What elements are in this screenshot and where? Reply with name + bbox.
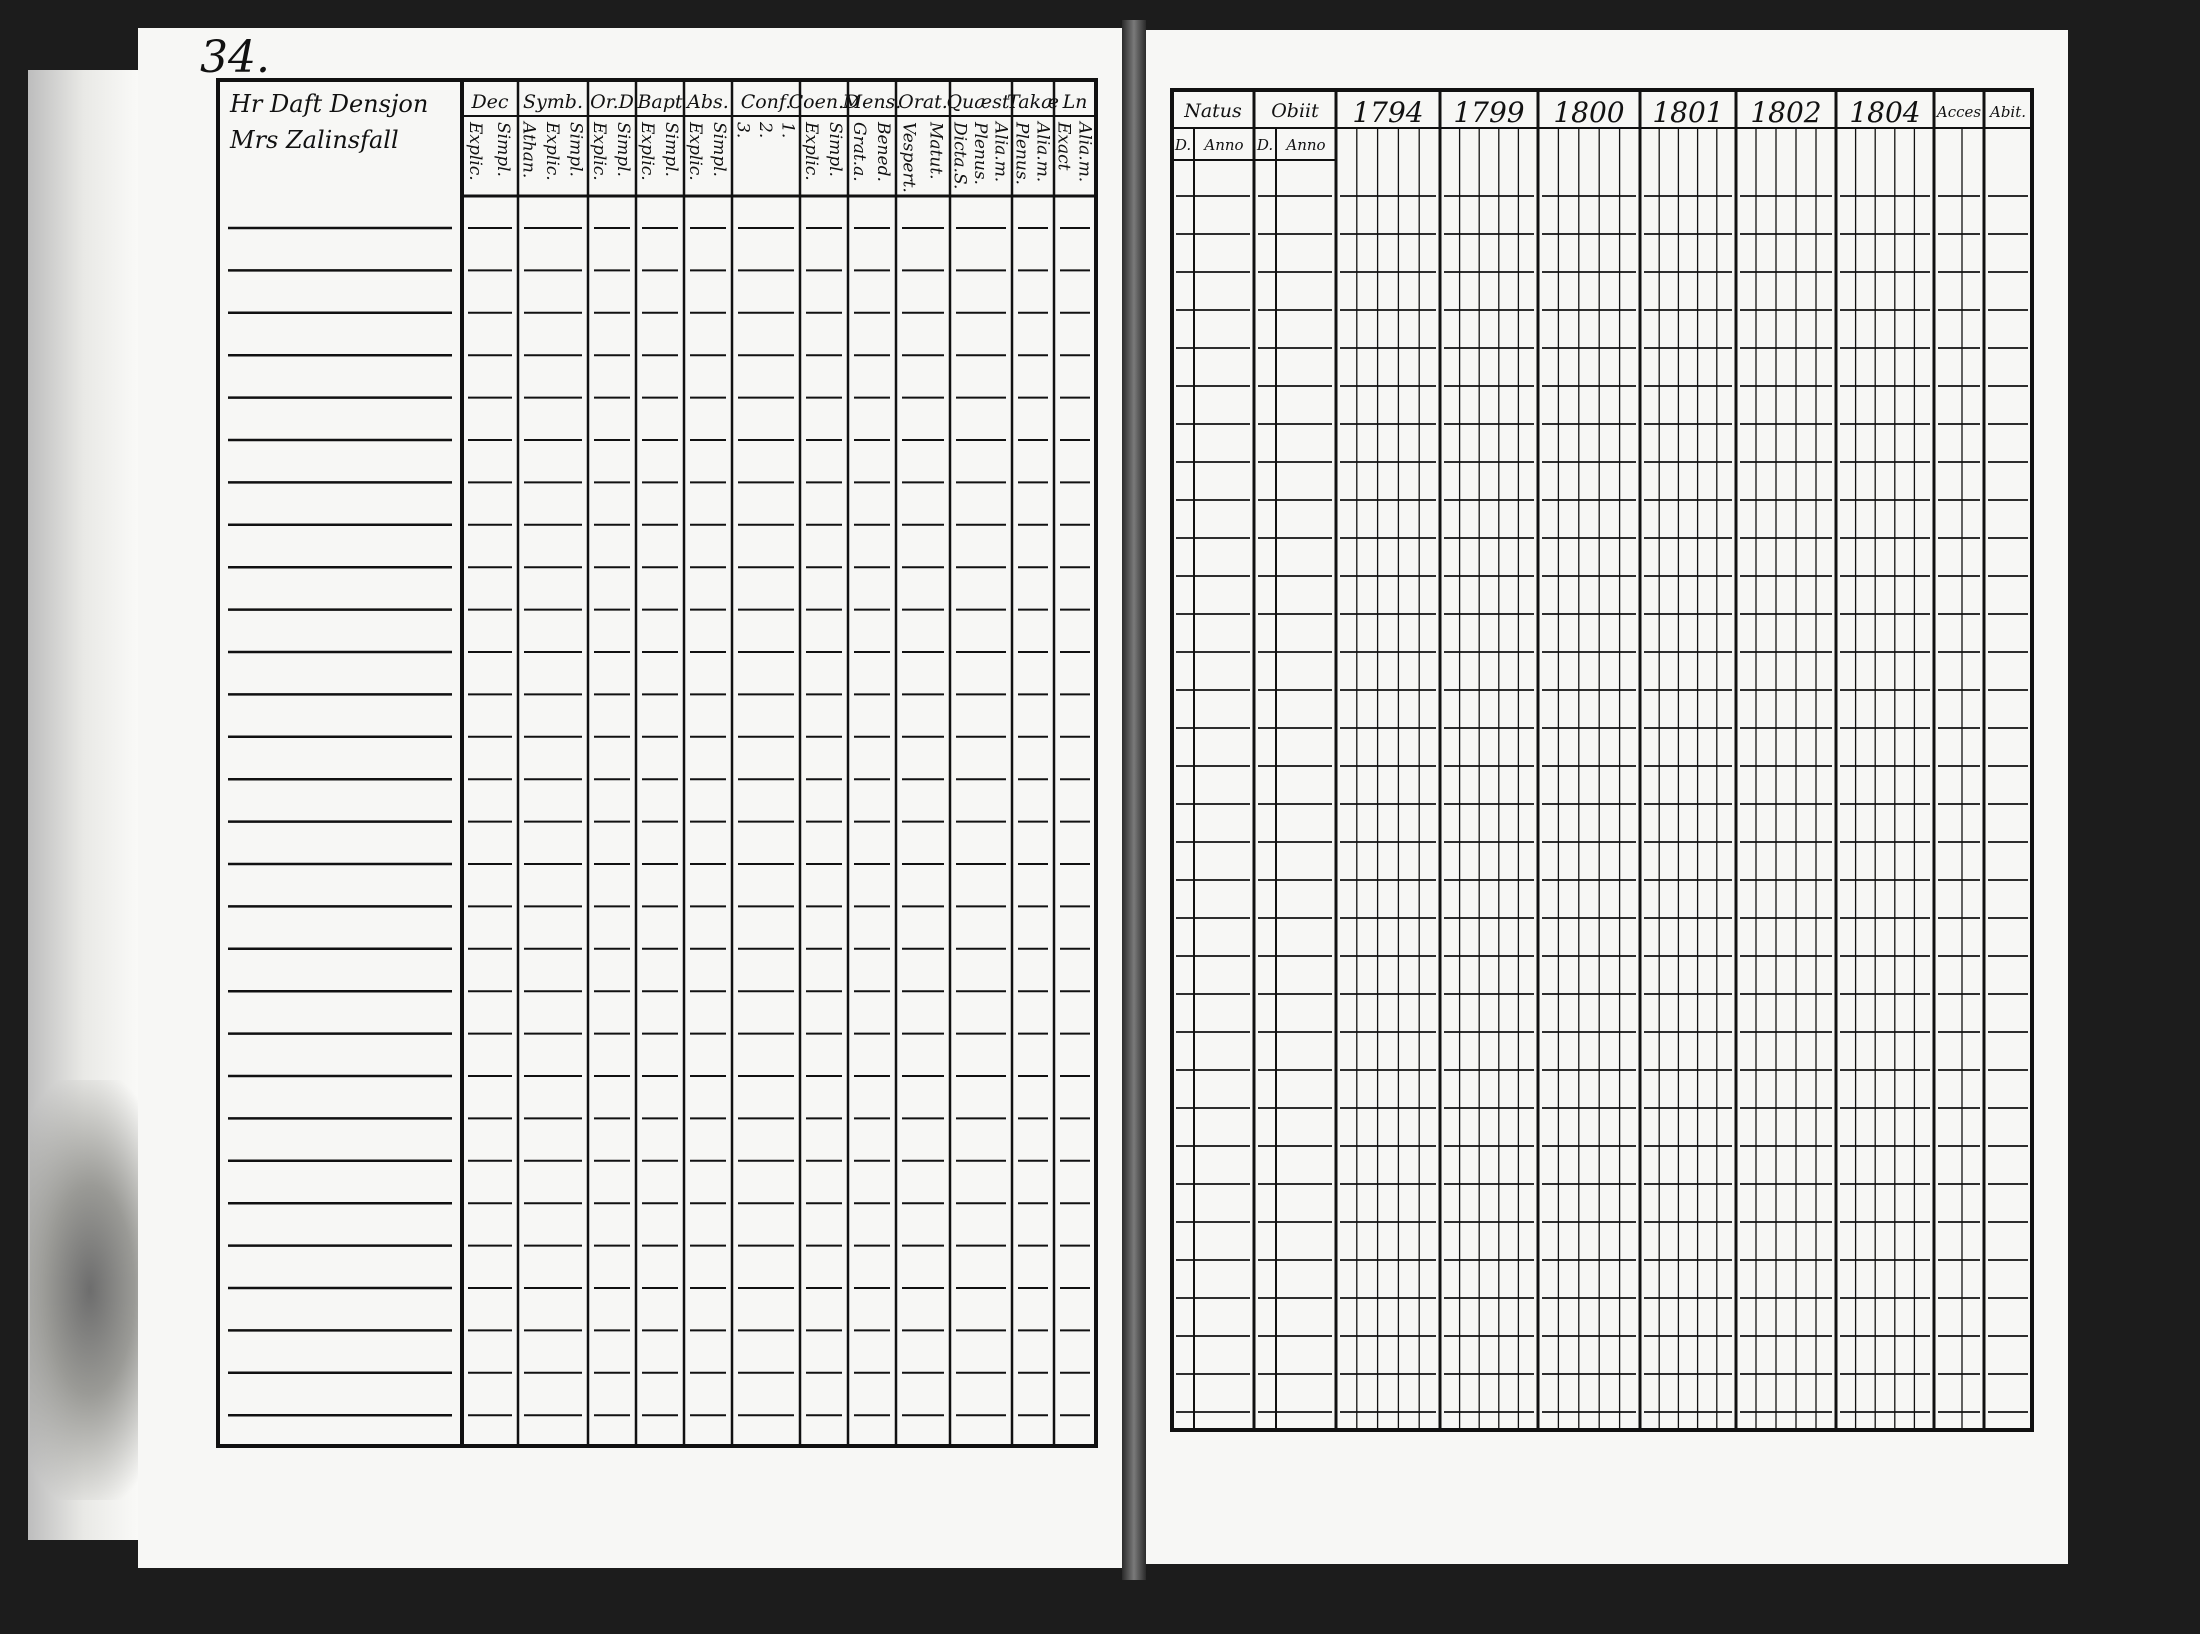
right-column-header: Natus [1184,100,1242,122]
left-column-header: Dec [471,91,509,113]
left-column-subheader: Alia.m. [1032,122,1053,183]
left-column-subheader: Matut. [925,122,946,180]
left-column-subheader: Explic. [589,122,609,181]
left-column-subheader: Alia.m. [1074,122,1095,183]
left-column-subheader: Simpl. [613,122,633,177]
right-column-header: Abit. [1989,103,2027,121]
page-number: 34. [200,32,270,83]
left-column-header: Orat. [898,91,948,113]
handwritten-heading-line-2: Mrs Zalinsfall [230,126,399,154]
right-row-rules [1176,196,2028,1412]
left-row-rules [228,228,1090,1415]
left-column-header: Ln [1062,91,1088,113]
right-column-rules [1172,90,1984,1430]
left-column-subheader: 1. [777,122,798,139]
left-column-subheader: Dicta.S. [949,122,970,190]
left-column-rules [518,80,1054,1446]
left-column-subheader: Athan. [518,122,539,179]
left-column-subheader: Grat.a. [849,122,869,182]
left-column-subheader: Explic. [801,122,821,181]
left-column-subheader: Plenus. [1011,122,1032,185]
left-column-subheader: Simpl. [825,122,845,177]
left-column-header: Or.D [590,91,634,113]
year-column-header: 1800 [1553,96,1625,129]
left-column-subheader: Vespert. [898,122,919,193]
year-column-header: 1802 [1750,96,1822,129]
right-column-subheader: Anno [1286,136,1326,154]
left-column-header: Bapt [637,91,683,113]
year-column-header: 1799 [1453,96,1525,129]
left-column-header: Coen.D [788,91,860,113]
left-column-subheader: Explic. [465,122,485,181]
right-ledger-table [1172,90,2032,1430]
right-column-header: Obiit [1271,100,1319,122]
left-column-subheader: Explic. [637,122,657,181]
right-column-subheader: D. [1256,136,1274,154]
left-column-subheader: Exact [1053,122,1074,171]
left-column-header: Takæ [1007,91,1059,113]
handwritten-heading-line-1: Hr Daft Densjon [230,90,429,118]
left-column-header: Quæst. [946,91,1016,113]
right-column-subheader: Anno [1204,136,1244,154]
left-column-subheader: Bened. [873,122,893,182]
left-column-header: Conf. [740,91,792,113]
left-column-subheader: Simpl. [565,122,586,177]
right-table-border [1172,90,2032,1430]
left-column-header: Symb. [523,91,583,113]
year-column-header: 1794 [1352,96,1424,129]
left-column-subheader: Alia.m. [990,122,1011,183]
left-column-subheader: Plenus. [970,122,990,185]
right-column-header: Acces [1936,103,1982,121]
left-column-subheader: Explic. [542,122,562,181]
left-ledger-table [218,80,1096,1446]
left-column-subheader: Simpl. [661,122,681,177]
left-column-header: Abs. [687,91,729,113]
left-column-subheader: Explic. [685,122,705,181]
right-column-subheader: D. [1174,136,1192,154]
left-column-subheader: 2. [755,122,775,139]
year-column-header: 1804 [1849,96,1921,129]
left-column-subheader: Simpl. [709,122,729,177]
left-column-subheader: Simpl. [493,122,513,177]
left-table-border [218,80,1096,1446]
left-column-subheader: 3. [732,122,753,139]
right-column-headers [1174,96,2026,154]
left-column-headers [465,91,1095,193]
year-column-header: 1801 [1652,96,1724,129]
left-column-header: Mens. [842,91,902,113]
